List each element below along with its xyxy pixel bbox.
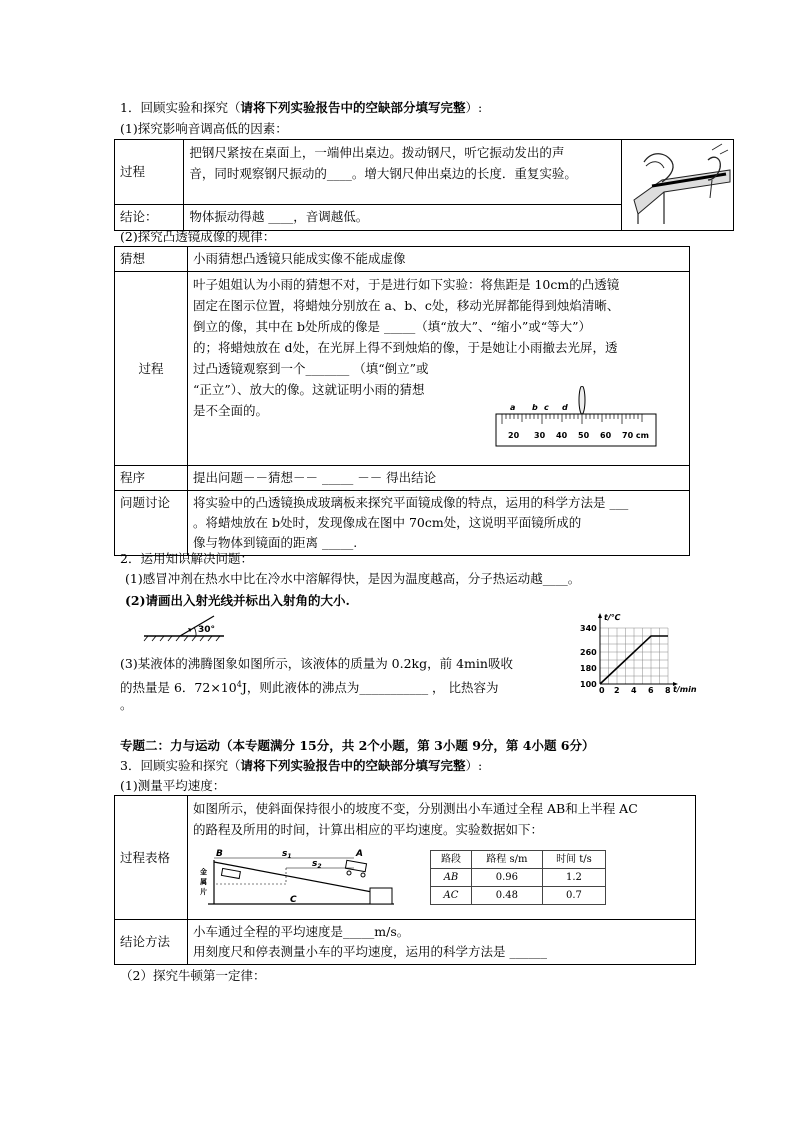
metal-sheet-char: 金 — [200, 868, 207, 876]
q1-title — [120, 100, 482, 116]
incline-diagram — [194, 848, 400, 908]
incline-label-c: C — [290, 895, 297, 905]
order-label: 程序 — [115, 466, 188, 491]
ruler-number: 60 — [600, 431, 612, 440]
process-text-2: 音，同时观察钢尺振动的____。增大钢尺伸出桌边的长度．重复实验。 — [189, 166, 577, 181]
incline-label-s1: $s_1$ — [282, 849, 292, 860]
speed-table-header: 时间 t/s — [542, 851, 605, 869]
q2-line2: (2)请画出入射光线并标出入射角的大小. — [125, 593, 350, 608]
speed-conclusion-text-1: 小车通过全程的平均速度是_____m/s。 — [193, 924, 410, 939]
conclusion-text: 物体振动得越 ____，音调越低。 — [184, 204, 622, 230]
graph-y-tick: 180 — [580, 664, 597, 673]
lens-process-cell — [188, 272, 690, 466]
speed-table-cell: AB — [431, 869, 472, 887]
q1-part1-heading: (1)探究影响音调高低的因素： — [120, 121, 288, 136]
q2-line4 — [120, 677, 499, 696]
discussion-cell — [188, 491, 690, 556]
graph-x-tick: 4 — [631, 686, 637, 694]
graph-y-tick: 340 — [580, 624, 597, 633]
lens-process-line: “正立”）、放大的像。这就证明小雨的猜想 — [193, 382, 425, 397]
graph-y-tick: 100 — [580, 680, 597, 689]
ruler-number: 70 cm — [622, 431, 649, 440]
ruler-letter-d: d — [562, 403, 568, 412]
ruler-letter-c: c — [544, 403, 549, 412]
discussion-line: 像与物体到镜面的距离 _____. — [193, 535, 358, 550]
speed-table-cell: 1.2 — [542, 869, 605, 887]
discussion-label: 问题讨论 — [115, 491, 188, 556]
metal-sheet-char: 片 — [200, 888, 207, 896]
speed-process-cell — [188, 796, 696, 920]
incline-label-a: A — [356, 849, 363, 859]
speed-conclusion-cell — [188, 920, 696, 965]
q2-line1: (1)感冒冲剂在热水中比在冷水中溶解得快，是因为温度越高，分子热运动越____。 — [125, 571, 581, 586]
optical-bench-ruler — [494, 386, 658, 448]
ruler-letter-a: a — [510, 403, 516, 412]
speed-data-table — [430, 850, 606, 905]
topic2-title: 专题二：力与运动（本专题满分 15分，共 2个小题，第 3小题 9分，第 4小题 6分） — [120, 738, 595, 753]
q2-line5: 。 — [120, 697, 133, 712]
q3-title-suffix: ）: — [465, 758, 483, 773]
speed-process-text-2: 的路程及所用的时间，计算出相应的平均速度。实验数据如下： — [193, 822, 544, 837]
guess-text: 小雨猜想凸透镜只能成实像不能成虚像 — [188, 247, 690, 272]
speed-table-cell: 0.7 — [542, 887, 605, 905]
s2-symbol: s — [312, 859, 318, 869]
ruler-figure-cell — [622, 140, 734, 231]
order-text: 提出问题－－猜想－－ _____ －－ 得出结论 — [188, 466, 690, 491]
incline-label-s2: $s_2$ — [312, 859, 322, 870]
lens-process-line: 叶子姐姐认为小雨的猜想不对，于是进行如下实验：将焦距是 10cm的凸透镜 — [193, 277, 620, 292]
graph-x-tick: 0 — [599, 686, 605, 694]
average-speed-table — [114, 795, 696, 965]
q1-title-prefix: 1．回顾实验和探究（ — [120, 100, 241, 115]
lens-process-line: 过凸透镜观察到一个_______ （填“倒立”或 — [193, 361, 429, 376]
conclusion-label: 结论： — [115, 204, 184, 230]
boiling-graph — [572, 610, 698, 694]
speed-table-cell: 0.96 — [471, 869, 542, 887]
speed-table-cell: 0.48 — [471, 887, 542, 905]
speed-conclusion-text-2: 用刻度尺和停表测量小车的平均速度，运用的科学方法是 ______ — [193, 944, 547, 959]
q2-line4-a: 的热量是 6．72×10 — [120, 680, 237, 696]
ruler-number: 20 — [508, 431, 520, 440]
q3-next-heading: （2）探究牛顿第一定律： — [120, 968, 266, 983]
q2-line3: (3)某液体的沸腾图象如图所示，该液体的质量为 0.2kg，前 4min吸收 — [120, 656, 513, 671]
process-text-1: 把钢尺紧按在桌面上，一端伸出桌边。拨动钢尺，听它振动发出的声 — [189, 145, 565, 160]
lens-process-line: 倒立的像，其中在 b处所成的像是 _____（填“放大”、“缩小”或“等大”） — [193, 319, 592, 334]
q2-title: 2．运用知识解决问题： — [120, 551, 253, 566]
ruler-number: 40 — [556, 431, 568, 440]
lens-process-line: 固定在图示位置，将蜡烛分别放在 a、b、c处，移动光屏都能得到烛焰清晰、 — [193, 298, 620, 313]
speed-table-header: 路程 s/m — [471, 851, 542, 869]
graph-x-tick: 6 — [648, 686, 654, 694]
q3-title-bold: 请将下列实验报告中的空缺部分填写完整 — [240, 758, 466, 773]
discussion-line: 。将蜡烛放在 b处时，发现像成在图中 70cm处，这说明平面镜所成的 — [193, 515, 582, 530]
ruler-letter-b: b — [532, 403, 538, 412]
q2-line4-exponent: 4 — [236, 680, 242, 689]
sound-pitch-table — [114, 139, 734, 231]
q1-title-bold: 请将下列实验报告中的空缺部分填写完整 — [240, 100, 466, 115]
s1-symbol: s — [282, 849, 288, 859]
graph-y-axis-label: t/℃ — [604, 613, 621, 622]
ruler-on-table-illustration — [622, 140, 732, 224]
metal-sheet-char: 属 — [200, 878, 207, 886]
ruler-number: 30 — [534, 431, 546, 440]
speed-conclusion-label: 结论方法 — [115, 920, 188, 965]
graph-x-axis-label: t/min — [673, 685, 697, 694]
graph-x-tick: 2 — [614, 686, 620, 694]
q3-title — [120, 758, 482, 774]
incline-label-b: B — [216, 849, 223, 859]
speed-process-label: 过程表格 — [115, 796, 188, 920]
ruler-number: 50 — [578, 431, 590, 440]
guess-label: 猜想 — [115, 247, 188, 272]
graph-x-tick: 8 — [665, 686, 671, 694]
q3-heading: (1)测量平均速度： — [120, 778, 226, 793]
speed-process-text-1: 如图所示，使斜面保持很小的坡度不变，分别测出小车通过全程 AB和上半程 AC — [193, 801, 638, 816]
angle-label: 30° — [198, 625, 216, 635]
q3-title-prefix: 3．回顾实验和探究（ — [120, 758, 241, 773]
graph-y-tick: 260 — [580, 648, 597, 657]
q1-title-suffix: ）: — [465, 100, 483, 115]
process-label: 过程 — [115, 140, 184, 205]
speed-table-cell: AC — [431, 887, 472, 905]
q2-line4-b: J，则此液体的沸点为___________ ， 比热容为 — [241, 680, 499, 696]
process-cell — [184, 140, 622, 205]
lens-process-line: 是不全面的。 — [193, 403, 269, 418]
mirror-reflection-diagram — [140, 614, 230, 644]
convex-lens-table — [114, 246, 690, 556]
discussion-line: 将实验中的凸透镜换成玻璃板来探究平面镜成像的特点，运用的科学方法是 ___ — [193, 495, 629, 510]
lens-process-line: 的；将蜡烛放在 d处，在光屏上得不到烛焰的像，于是她让小雨撤去光屏，透 — [193, 340, 618, 355]
lens-process-label: 过程 — [115, 272, 188, 466]
q1-part2-heading: (2)探究凸透镜成像的规律： — [120, 229, 276, 244]
speed-table-header: 路段 — [431, 851, 472, 869]
